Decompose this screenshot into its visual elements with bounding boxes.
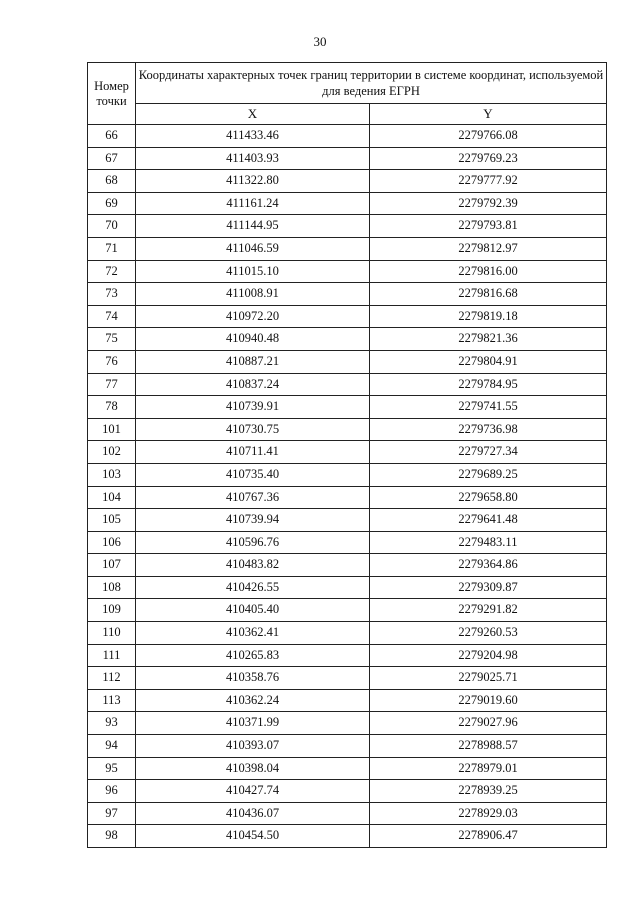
table-row: [88, 192, 607, 215]
y-coordinate-cell: 2279641.48: [370, 509, 607, 532]
point-number-cell: 70: [88, 215, 136, 238]
y-coordinate-cell: 2279658.80: [370, 486, 607, 509]
point-number-cell: 94: [88, 735, 136, 758]
coordinates-table: [87, 62, 607, 848]
y-coordinate-cell: 2279816.68: [370, 283, 607, 306]
table-row: [88, 237, 607, 260]
x-coordinate-cell: 410711.41: [136, 441, 370, 464]
table-row: [88, 689, 607, 712]
point-number-cell: 95: [88, 757, 136, 780]
table-row: [88, 576, 607, 599]
y-coordinate-cell: 2279769.23: [370, 147, 607, 170]
y-coordinate-cell: 2279689.25: [370, 463, 607, 486]
point-number-cell: 113: [88, 689, 136, 712]
point-number-cell: 101: [88, 418, 136, 441]
y-coordinate-cell: 2279019.60: [370, 689, 607, 712]
x-coordinate-cell: 410265.83: [136, 644, 370, 667]
y-coordinate-cell: 2278979.01: [370, 757, 607, 780]
x-coordinate-cell: 410887.21: [136, 350, 370, 373]
point-number-cell: 69: [88, 192, 136, 215]
x-coordinate-cell: 410837.24: [136, 373, 370, 396]
y-coordinate-cell: 2279804.91: [370, 350, 607, 373]
y-coordinate-cell: 2279816.00: [370, 260, 607, 283]
point-number-cell: 93: [88, 712, 136, 735]
x-coordinate-cell: 410940.48: [136, 328, 370, 351]
x-coordinate-cell: 410358.76: [136, 667, 370, 690]
table-row: [88, 260, 607, 283]
y-coordinate-cell: 2279793.81: [370, 215, 607, 238]
y-coordinate-cell: 2279792.39: [370, 192, 607, 215]
table-row: [88, 350, 607, 373]
table-row: [88, 373, 607, 396]
point-number-cell: 76: [88, 350, 136, 373]
x-coordinate-cell: 411008.91: [136, 283, 370, 306]
table-row: [88, 757, 607, 780]
table-body: [88, 125, 607, 848]
table-row: [88, 147, 607, 170]
point-number-cell: 74: [88, 305, 136, 328]
x-coordinate-cell: 410454.50: [136, 825, 370, 848]
x-header: X: [136, 104, 370, 125]
point-number-cell: 75: [88, 328, 136, 351]
point-number-cell: 97: [88, 802, 136, 825]
y-coordinate-cell: 2279741.55: [370, 396, 607, 419]
table-row: [88, 215, 607, 238]
y-coordinate-cell: 2279819.18: [370, 305, 607, 328]
y-coordinate-cell: 2279204.98: [370, 644, 607, 667]
point-number-cell: 106: [88, 531, 136, 554]
table-row: [88, 170, 607, 193]
x-coordinate-cell: 410393.07: [136, 735, 370, 758]
x-coordinate-cell: 411015.10: [136, 260, 370, 283]
x-coordinate-cell: 410739.91: [136, 396, 370, 419]
y-coordinate-cell: 2279812.97: [370, 237, 607, 260]
x-coordinate-cell: 411322.80: [136, 170, 370, 193]
point-number-cell: 98: [88, 825, 136, 848]
point-number-cell: 67: [88, 147, 136, 170]
table-row: [88, 486, 607, 509]
y-coordinate-cell: 2278929.03: [370, 802, 607, 825]
y-coordinate-cell: 2279777.92: [370, 170, 607, 193]
coordinates-header: Координаты характерных точек границ территории в системе координат, используемой для ведения ЕГРН: [136, 63, 607, 104]
x-coordinate-cell: 410483.82: [136, 554, 370, 577]
point-number-cell: 71: [88, 237, 136, 260]
y-coordinate-cell: 2279260.53: [370, 622, 607, 645]
y-coordinate-cell: 2279784.95: [370, 373, 607, 396]
y-coordinate-cell: 2279766.08: [370, 125, 607, 148]
y-coordinate-cell: 2279309.87: [370, 576, 607, 599]
x-coordinate-cell: 410972.20: [136, 305, 370, 328]
point-number-cell: 102: [88, 441, 136, 464]
table-row: [88, 802, 607, 825]
x-coordinate-cell: 410362.41: [136, 622, 370, 645]
table-row: [88, 667, 607, 690]
point-number-cell: 66: [88, 125, 136, 148]
point-number-cell: 109: [88, 599, 136, 622]
x-coordinate-cell: 410398.04: [136, 757, 370, 780]
x-coordinate-cell: 411161.24: [136, 192, 370, 215]
point-number-cell: 107: [88, 554, 136, 577]
table-row: [88, 283, 607, 306]
x-coordinate-cell: 411144.95: [136, 215, 370, 238]
table-row: [88, 396, 607, 419]
table-row: [88, 125, 607, 148]
y-coordinate-cell: 2279736.98: [370, 418, 607, 441]
x-coordinate-cell: 410767.36: [136, 486, 370, 509]
y-coordinate-cell: 2279727.34: [370, 441, 607, 464]
point-number-cell: 73: [88, 283, 136, 306]
y-coordinate-cell: 2278906.47: [370, 825, 607, 848]
point-number-cell: 112: [88, 667, 136, 690]
x-coordinate-cell: 411046.59: [136, 237, 370, 260]
table-row: [88, 328, 607, 351]
table-row: [88, 735, 607, 758]
point-number-cell: 77: [88, 373, 136, 396]
point-number-cell: 96: [88, 780, 136, 803]
table-row: [88, 441, 607, 464]
y-coordinate-cell: 2279483.11: [370, 531, 607, 554]
point-number-header: Номер точки: [88, 63, 136, 125]
x-coordinate-cell: 410362.24: [136, 689, 370, 712]
table-row: [88, 531, 607, 554]
point-number-cell: 111: [88, 644, 136, 667]
y-header: Y: [370, 104, 607, 125]
point-number-cell: 105: [88, 509, 136, 532]
y-coordinate-cell: 2279025.71: [370, 667, 607, 690]
y-coordinate-cell: 2279821.36: [370, 328, 607, 351]
table-row: [88, 599, 607, 622]
point-number-cell: 78: [88, 396, 136, 419]
table-row: [88, 825, 607, 848]
table-row: [88, 418, 607, 441]
table-row: [88, 622, 607, 645]
table-row: [88, 554, 607, 577]
y-coordinate-cell: 2278988.57: [370, 735, 607, 758]
table-row: [88, 780, 607, 803]
x-coordinate-cell: 410730.75: [136, 418, 370, 441]
x-coordinate-cell: 411433.46: [136, 125, 370, 148]
x-coordinate-cell: 410735.40: [136, 463, 370, 486]
y-coordinate-cell: 2278939.25: [370, 780, 607, 803]
point-number-cell: 72: [88, 260, 136, 283]
table-row: [88, 644, 607, 667]
x-coordinate-cell: 411403.93: [136, 147, 370, 170]
x-coordinate-cell: 410427.74: [136, 780, 370, 803]
table-row: [88, 305, 607, 328]
page-number: 30: [313, 34, 327, 49]
table-row: [88, 509, 607, 532]
y-coordinate-cell: 2279291.82: [370, 599, 607, 622]
y-coordinate-cell: 2279027.96: [370, 712, 607, 735]
x-coordinate-cell: 410739.94: [136, 509, 370, 532]
point-number-cell: 103: [88, 463, 136, 486]
point-number-cell: 68: [88, 170, 136, 193]
table-row: [88, 712, 607, 735]
x-coordinate-cell: 410596.76: [136, 531, 370, 554]
x-coordinate-cell: 410436.07: [136, 802, 370, 825]
point-number-cell: 108: [88, 576, 136, 599]
point-number-cell: 104: [88, 486, 136, 509]
x-coordinate-cell: 410371.99: [136, 712, 370, 735]
x-coordinate-cell: 410405.40: [136, 599, 370, 622]
y-coordinate-cell: 2279364.86: [370, 554, 607, 577]
x-coordinate-cell: 410426.55: [136, 576, 370, 599]
table-row: [88, 463, 607, 486]
point-number-cell: 110: [88, 622, 136, 645]
